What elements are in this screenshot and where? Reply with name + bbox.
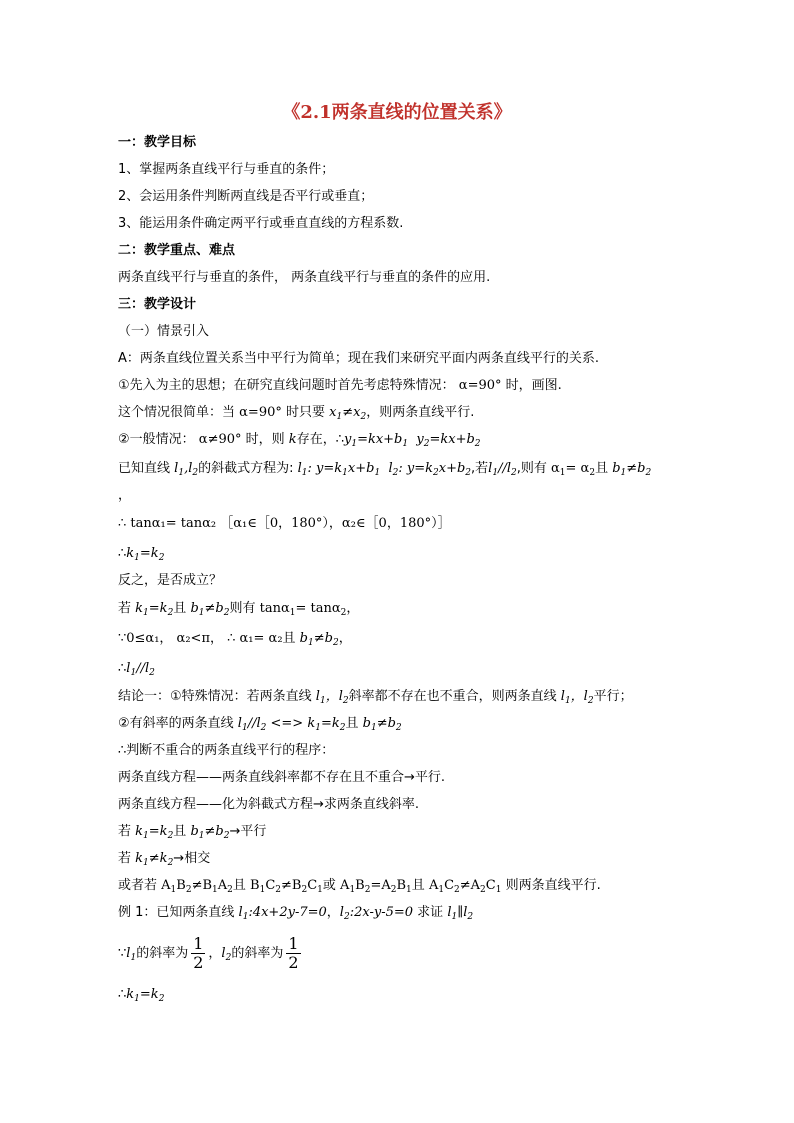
converse-question: 反之，是否成立？ (118, 573, 223, 588)
section-heading-key-points: 二：教学重点、难点 (118, 243, 236, 258)
procedure-step-2: 两条直线方程——化为斜截式方程→求两条直线斜率. (118, 797, 420, 812)
known-lines-line: 已知直线 $l_1,l_2$的斜截式方程为: $l_1$: $y=k_1x+b_1$ $l_2$: $y=k_2x+b_2$,若$l_1//l_2$,则有 $\alpha_1= \alpha_2$且 $b_1\ne b_2$ (118, 461, 652, 478)
section-heading-goals: 一：教学目标 (118, 135, 197, 150)
therefore-k-equal: $\therefore k_1=k_2$ (118, 546, 165, 563)
general-form-line: 或者若 $A_1B_2\ne B_1A_2$且 $B_1C_2\ne B_2C_1$或 $A_1B_2=A_2B_1$且 $A_1C_2\ne A_2C_1$ 则两条直线平行. (118, 878, 601, 895)
step-1-line (118, 377, 562, 395)
step-1-condition: α=90° 时，画图. (458, 378, 562, 393)
section-heading-design: 三：教学设计 (118, 297, 197, 312)
goal-item-1: 1、掌握两条直线平行与垂直的条件； (118, 162, 335, 177)
subheading-scenario: （一）情景引入 (118, 324, 210, 339)
conclusion-1-line: 结论一：①特殊情况：若两条直线 $l_1$，$l_2$斜率都不存在也不重合，则两条直线 $l_1$，$l_2$平行； (118, 689, 633, 706)
step-1-text: ①先入为主的思想；在研究直线问题时首先考虑特殊情况： (118, 378, 455, 393)
wrapped-comma: ， (118, 488, 132, 503)
procedure-step-1: 两条直线方程——两条直线斜率都不存在且不重合→平行. (118, 770, 446, 785)
goal-item-2: 2、会运用条件判断两直线是否平行或垂直； (118, 189, 374, 204)
tan-equality-line: ∴ tanα₁= tanα₂ ［α₁∈［0，180°），α₂∈［0，180°）］ (118, 516, 451, 531)
key-points-text: 两条直线平行与垂直的条件， 两条直线平行与垂直的条件的应用. (118, 270, 491, 285)
procedure-intersect-case: 若 $k_1\ne k_2\to$相交 (118, 851, 211, 868)
step-2-line: ②一般情况： α≠90° 时，则 k存在，$\therefore y_1=kx+b_1$ $y_2=kx+b_2$ (118, 432, 481, 449)
converse-condition-line: 若 $k_1=k_2$且 $b_1\ne b_2$则有 tanα$_1$= tanα$_2$， (118, 601, 360, 618)
fraction-half-2: $\frac{1}{2}$ (288, 934, 299, 972)
page-title: 《2.1两条直线的位置关系》 (282, 102, 512, 123)
paragraph-a: A：两条直线位置关系当中平行为简单；现在我们来研究平面内两条直线平行的关系. (118, 351, 600, 366)
example-1-line: 例 1：已知两条直线 $l_1:4x+2y-7=0$，$l_2:2x-y-5=0$ 求证 $l_1\parallel l_2$ (118, 905, 474, 922)
therefore-k-equal-final: $\therefore k_1=k_2$ (118, 987, 165, 1004)
slope-fraction-line: $\because l_1$的斜率为 $\frac{1}{2}$ ，$l_2$的斜率为 $\frac{1}{2}$ (118, 934, 299, 972)
procedure-heading: ∴判断不重合的两条直线平行的程序： (118, 743, 335, 758)
angle-range-line: ∵0≤α₁， α₂<π， ∴ α₁= α₂且 $b_1\ne b_2$， (118, 631, 352, 648)
fraction-half-1: $\frac{1}{2}$ (193, 934, 204, 972)
simple-case-line: 这个情况很简单：当 α=90° 时只要 $x_1\ne x_2$，则两条直线平行. (118, 405, 475, 422)
goal-item-3: 3、能运用条件确定两平行或垂直直线的方程系数. (118, 216, 404, 231)
conclusion-2-line: ②有斜率的两条直线 $l_1//l_2$ <=> $k_1=k_2$且 $b_1\ne b_2$ (118, 716, 402, 733)
procedure-parallel-case: 若 $k_1=k_2$且 $b_1\ne b_2\to$平行 (118, 824, 267, 841)
therefore-parallel: $\therefore l_1//l_2$ (118, 661, 155, 678)
